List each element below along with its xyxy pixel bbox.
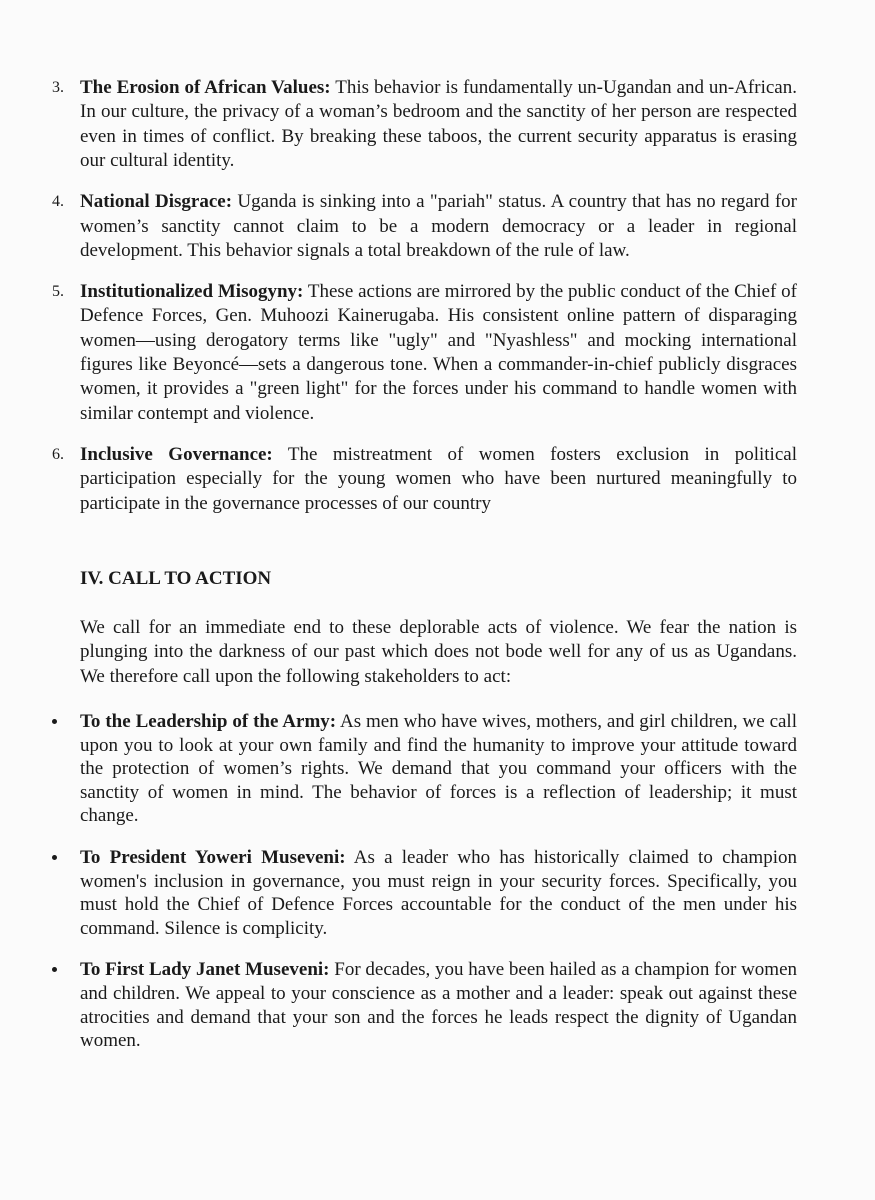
item-text: The mistreatment of women fosters exclusion in political participation especially for the young women who have been nurtured meaningfully to participate in the governance processes of our country [80, 443, 797, 514]
item-lead: To the Leadership of the Army: [80, 711, 337, 732]
list-item [0, 76, 797, 174]
bullet-icon [52, 719, 57, 724]
list-item [0, 443, 797, 516]
item-lead: National Disgrace: [80, 191, 233, 213]
list-item [0, 280, 797, 426]
item-text: For decades, you have been hailed as a champion for women and children. We appeal to your conscience as a mother and a leader: speak out against these atrocities and demand that your son and the forces he leads respect the dignity of Ugandan women. [80, 959, 798, 1052]
list-item [0, 190, 797, 263]
item-text: As a leader who has historically claimed to champion women's inclusion in governance, you must reign in your security forces. Specifically, you must hold the Chief of Defence Forces accountable for the conduct of the men under his command. Silence is complicity. [80, 846, 797, 939]
item-lead: Institutionalized Misogyny: [80, 280, 304, 302]
item-text: These actions are mirrored by the public conduct of the Chief of Defence Forces, Gen. Muhoozi Kainerugaba. His consistent online pattern of disparaging women—using derogatory terms like "ugly" and "Nyashless" and mocking international figures like Beyoncé—sets a dangerous tone. When a commander-in-chief publicly disgraces women, it provides a "green light" for the forces under his command to handle women with similar contempt and violence. [80, 280, 797, 424]
bullet-item [0, 958, 797, 1052]
section-intro: We call for an immediate end to these deplorable acts of violence. We fear the nation is plunging into the darkness of our past which does not bode well for any of us as Ugandans. We therefore call upon the following stakeholders to act: [80, 617, 797, 687]
bullet-item [0, 846, 797, 940]
numbered-list [0, 76, 875, 533]
section-heading: IV. CALL TO ACTION [80, 568, 272, 589]
bullet-item [0, 710, 797, 828]
list-number: 4. [52, 193, 64, 211]
item-lead: Inclusive Governance: [80, 443, 273, 465]
item-text: Uganda is sinking into a "pariah" status. A country that has no regard for women’s sanctity cannot claim to be a modern democracy or a leader in regional development. This behavior signals a total breakdown of the rule of law. [80, 191, 797, 261]
item-lead: To President Yoweri Museveni: [80, 846, 346, 868]
list-number: 6. [52, 445, 64, 463]
item-lead: The Erosion of African Values: [80, 77, 331, 98]
list-number: 5. [52, 282, 64, 300]
bullet-list [0, 710, 875, 1071]
item-text: This behavior is fundamentally un-Ugandan and un-African. In our culture, the privacy of a woman’s bedroom and the sanctity of her person are respected even in times of conflict. By breaking these taboos, the current security apparatus is erasing our cultural identity. [80, 77, 797, 172]
bullet-icon [52, 967, 57, 972]
bullet-icon [52, 855, 57, 860]
list-number: 3. [52, 79, 64, 96]
item-lead: To First Lady Janet Museveni: [80, 959, 330, 981]
item-text: As men who have wives, mothers, and girl children, we call upon you to look at your own family and find the humanity to improve your attitude toward the protection of women’s rights. We demand that you command your officers with the sanctity of women in mind. The behavior of forces is a reflection of leadership; it must change. [80, 711, 797, 827]
